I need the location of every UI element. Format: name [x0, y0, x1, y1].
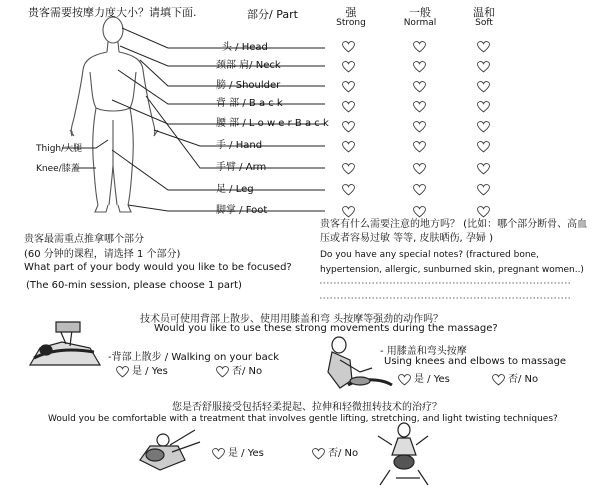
- lifting-yes-heart-icon[interactable]: [212, 445, 225, 457]
- walking-on-back-illustration: [30, 322, 100, 365]
- knee-label: Knee/膝蓋: [36, 164, 80, 174]
- heart-icon[interactable]: [413, 38, 426, 50]
- heart-icon[interactable]: [413, 78, 426, 90]
- walk-yes-label: 是 / Yes: [132, 366, 168, 377]
- heart-icon[interactable]: [413, 118, 426, 130]
- heart-icon[interactable]: [342, 160, 355, 172]
- part-label-foot: 脚掌 / Foot: [216, 205, 268, 216]
- lifting-illustration: [140, 430, 200, 470]
- part-label-back: 背 部 / B a c k: [216, 98, 283, 109]
- part-label-hand: 手 / Hand: [216, 140, 263, 151]
- heart-icon[interactable]: [342, 98, 355, 110]
- lifting-question-en: Would you be comfortable with a treatment that involves gentle lifting, stretching, and light twisting techniques?: [48, 414, 558, 424]
- walk-no-heart-icon[interactable]: [216, 363, 229, 375]
- notes-question-zh: 贵客有什么需要注意的地方吗？ (比如：哪个部分断骨、高血压或者容易过敏 等等, 皮肤晒伤, 孕婦 ): [320, 219, 588, 244]
- notes-question-en-2: hypertension, allergic, sunburned skin, pregnant women..): [320, 265, 584, 275]
- walking-on-back-label: -背部上散步 / Walking on your back: [108, 352, 279, 363]
- heart-icon[interactable]: [477, 38, 490, 50]
- lifting-no-heart-icon[interactable]: [312, 445, 325, 457]
- notes-answer-field[interactable]: [320, 276, 570, 300]
- heart-icon[interactable]: [477, 138, 490, 150]
- heart-icon[interactable]: [342, 203, 355, 215]
- focus-question-zh: 贵客最需重点推拿哪个部分: [24, 234, 144, 245]
- column-strong-zh: 强: [345, 6, 357, 19]
- heart-icon[interactable]: [477, 78, 490, 90]
- knee-yes-heart-icon[interactable]: [398, 371, 411, 383]
- part-label-shoulder: 膀 / Shoulder: [216, 80, 281, 91]
- heart-icon[interactable]: [342, 118, 355, 130]
- focus-question-zh-note: (60 分钟的课程，请选择 1 个部分): [24, 249, 181, 260]
- column-normal-zh: 一般: [409, 6, 431, 19]
- heart-icon[interactable]: [342, 181, 355, 193]
- column-strong-en: Strong: [336, 18, 366, 28]
- knee-yes-label: 是 / Yes: [414, 374, 450, 385]
- knee-elbow-label-zh: - 用膝盖和弯头按摩: [380, 346, 467, 357]
- strong-moves-question-zh: 技术员可使用背部上散步、使用用膝盖和弯 头按摩等强劲的动作吗？: [140, 314, 444, 325]
- heart-icon[interactable]: [477, 160, 490, 172]
- heart-icon[interactable]: [413, 181, 426, 193]
- heart-icon[interactable]: [413, 203, 426, 215]
- part-label-neck: 颈部 肩/ Neck: [216, 60, 281, 71]
- heart-icon[interactable]: [342, 38, 355, 50]
- knee-elbow-label-en: Using knees and elbows to massage: [384, 356, 567, 367]
- heart-icon[interactable]: [413, 160, 426, 172]
- heart-icon[interactable]: [413, 58, 426, 70]
- heart-icon[interactable]: [342, 78, 355, 90]
- heart-icon[interactable]: [477, 203, 490, 215]
- column-soft-en: Soft: [475, 18, 493, 28]
- heart-icon[interactable]: [342, 138, 355, 150]
- focus-question-en-note: (The 60-min session, please choose 1 part): [26, 280, 242, 291]
- heart-icon[interactable]: [413, 138, 426, 150]
- column-part-header: 部分/ Part: [247, 8, 298, 21]
- heart-icon[interactable]: [342, 58, 355, 70]
- heart-icon[interactable]: [413, 98, 426, 110]
- intensity-question: 贵客需要按摩力度大小？请填下面.: [28, 6, 197, 19]
- part-label-lower-back: 腰 部 / L o w e r B a c k: [216, 118, 329, 129]
- knee-no-label: 否/ No: [508, 374, 539, 385]
- lifting-no-label: 否/ No: [328, 448, 359, 459]
- strong-moves-question-en: Would you like to use these strong movements during the massage?: [154, 323, 498, 334]
- column-soft-zh: 温和: [473, 6, 495, 19]
- knee-no-heart-icon[interactable]: [492, 371, 505, 383]
- notes-question-en-1: Do you have any special notes? (fractured bone,: [320, 250, 539, 260]
- heart-icon[interactable]: [477, 98, 490, 110]
- heart-icon[interactable]: [477, 118, 490, 130]
- part-label-arm: 手臂 / Arm: [216, 162, 267, 173]
- walk-no-label: 否/ No: [232, 366, 263, 377]
- lifting-yes-label: 是 / Yes: [228, 448, 264, 459]
- part-label-head: 头 / Head: [222, 42, 268, 53]
- part-label-leg: 足 / Leg: [216, 184, 254, 195]
- heart-icon[interactable]: [477, 58, 490, 70]
- stretching-illustration: [378, 423, 428, 485]
- thigh-label: Thigh/大腿: [36, 144, 83, 154]
- focus-question-en: What part of your body would you like to be focused?: [24, 262, 292, 273]
- lifting-question-zh: 您是否舒服接受包括轻柔提起、拉伸和轻微扭转技术的治疗？: [172, 402, 442, 413]
- column-normal-en: Normal: [403, 18, 437, 28]
- heart-icon[interactable]: [477, 181, 490, 193]
- walk-yes-heart-icon[interactable]: [116, 363, 129, 375]
